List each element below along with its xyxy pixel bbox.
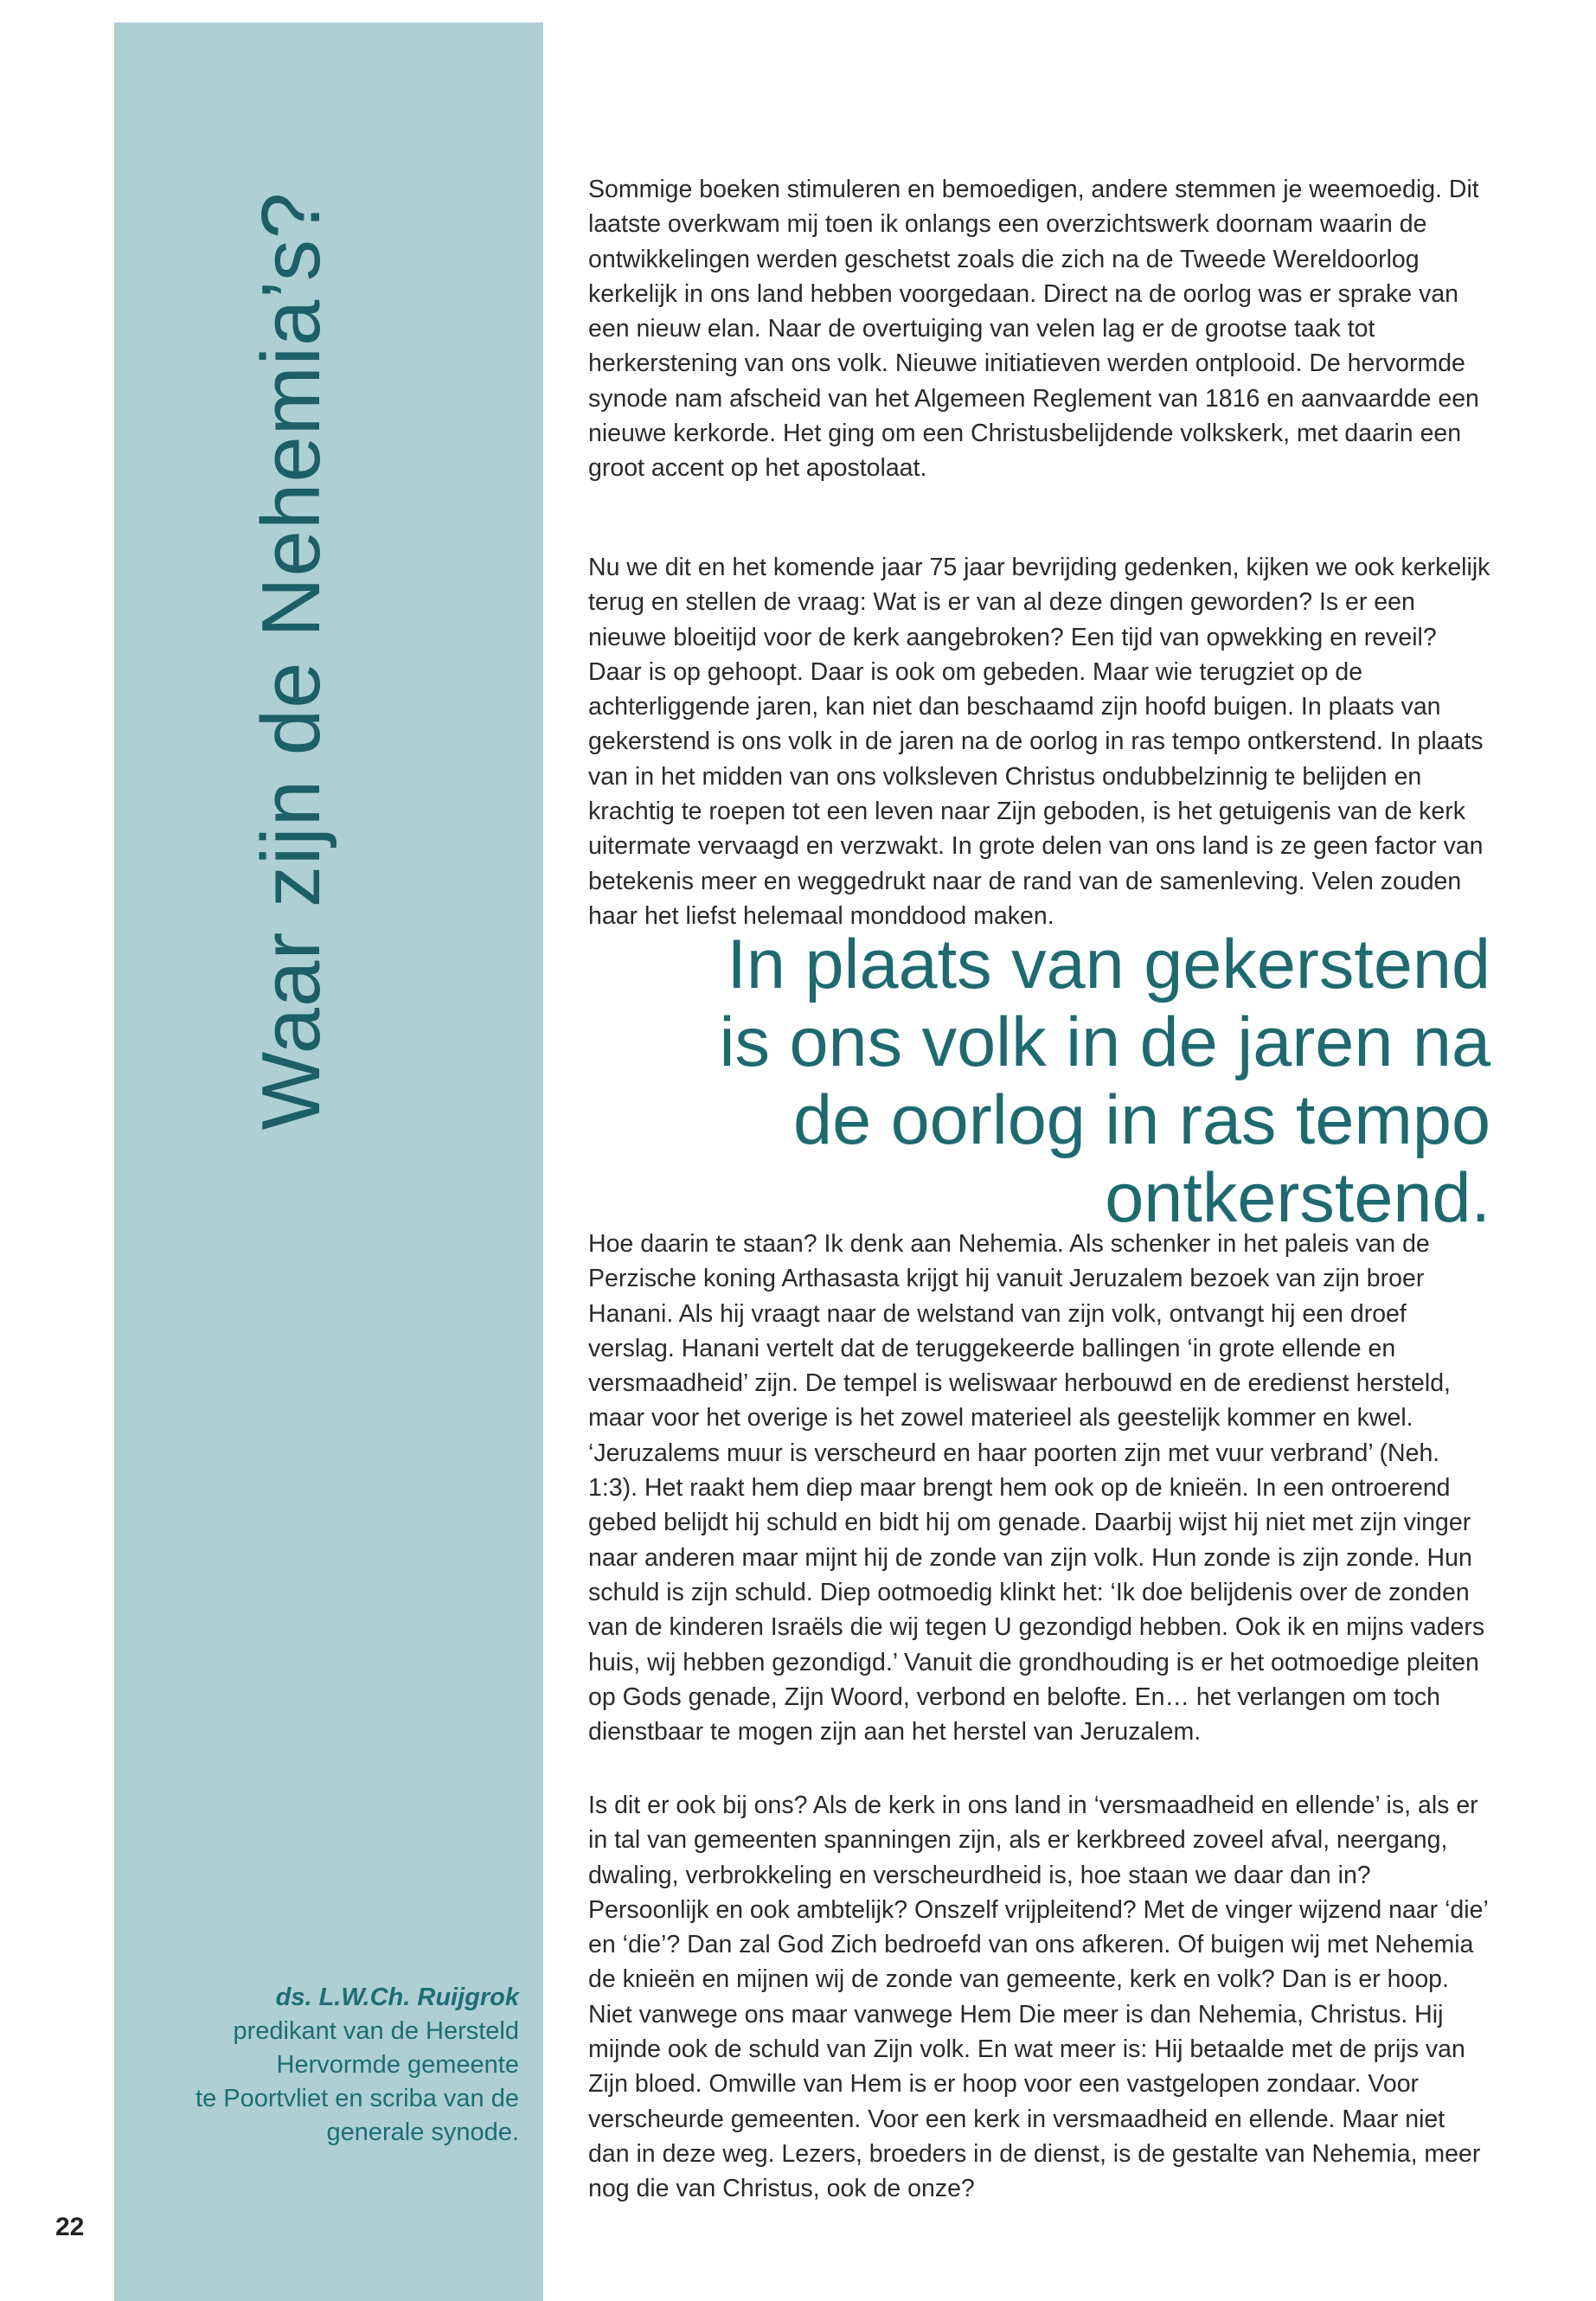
pull-quote: In plaats van gekerstend is ons volk in de jaren na de oorlog in ras tempo ontkerstend. [719, 926, 1490, 1237]
article-paragraph-4 [588, 1788, 1490, 2207]
paragraph-text: Is dit er ook bij ons? Als de kerk in ons land in ‘versmaadheid en ellende’ is, als er in tal van gemeenten spanningen zijn, als er kerkbreed zoveel afval, neergang, dwaling, verbrokkeling en verscheurdheid is, hoe staan we daar dan in? Persoonlijk en ook ambtelijk? Onszelf vrijpleitend? Met de vinger wijzend naar ‘die’ en ‘die’? Dan zal God Zich bedroefd van ons afkeren. Of buigen wij met Nehemia de knieën en mijnen wij de zonde van gemeente, kerk en volk? Dan is er hoop. Niet vanwege ons maar vanwege Hem Die meer is dan Nehemia, Christus. Hij mijnde ook de schuld van Zijn volk. En wat meer is: Hij betaalde met de prijs van Zijn bloed. Omwille van Hem is er hoop voor een vastgelopen zondaar. Voor verscheurde gemeenten. Voor een kerk in versmaadheid en ellende. Maar niet dan in deze weg. Lezers, broeders in de dienst, is de gestalte van Nehemia, meer nog die van Christus, ook de onze? [588, 1791, 1488, 2203]
article-paragraph-3 [588, 1227, 1490, 1749]
article-title: Waar zijn de Nehemia’s? [245, 191, 337, 1131]
paragraph-text: Hoe daarin te staan? Ik denk aan Nehemia. Als schenker in het paleis van de Perzische koning Arthasasta krijgt hij vanuit Jeruzalem bezoek van zijn broer Hanani. Als hij vraagt naar de welstand van zijn volk, ontvangt hij een droef verslag. Hanani vertelt dat de teruggekeerde ballingen ‘in grote ellende en versmaadheid’ zijn. De tempel is weliswaar herbouwd en de eredienst hersteld, maar voor het overige is het zowel materieel als geestelijk kommer en kwel. ‘Jeruzalems muur is verscheurd en haar poorten zijn met vuur verbrand’ (Neh. 1:3). Het raakt hem diep maar brengt hem ook op de knieën. In een ontroerend gebed belijdt hij schuld en bidt hij om genade. Daarbij wijst hij niet met zijn vinger naar anderen maar mijnt hij de zonde van zijn volk. Hun zonde is zijn zonde. Hun schuld is zijn schuld. Diep ootmoedig klinkt het: ‘Ik doe belijdenis over de zonden van de kinderen Israëls die wij tegen U gezondigd hebben. Ook ik en mijns vaders huis, wij hebben gezondigd.’ Vanuit die grondhouding is er het ootmoedige pleiten op Gods genade, Zijn Woord, verbond en belofte. En… het verlangen om toch dienstbaar te mogen zijn aan het herstel van Jeruzalem. [588, 1230, 1485, 1747]
author-line: Hervormde gemeente [276, 2051, 519, 2079]
author-line: te Poortvliet en scriba van de [195, 2085, 519, 2112]
article-paragraph-2 [588, 550, 1490, 933]
paragraph-text: Nu we dit en het komende jaar 75 jaar bevrijding gedenken, kijken we ook kerkelijk terug en stellen de vraag: Wat is er van al deze dingen geworden? Is er een nieuwe bloeitijd voor de kerk aangebroken? Een tijd van opwekking en reveil? Daar is op gehoopt. Daar is ook om gebeden. Maar wie terugziet op de achterliggende jaren, kan niet dan beschaamd zijn hoofd buigen. In plaats van gekerstend is ons volk in de jaren na de oorlog in ras tempo ontkerstend. In plaats van in het midden van ons volksleven Christus ondubbelzinnig te belijden en krachtig te roepen tot een leven naar Zijn geboden, is het getuigenis van de kerk uitermate vervaagd en verzwakt. In grote delen van ons land is ze geen factor van betekenis meer en weggedrukt naar de rand van de samenleving. Velen zouden haar het liefst helemaal monddood maken. [588, 554, 1490, 930]
paragraph-text: Sommige boeken stimuleren en bemoedigen, andere stemmen je weemoedig. Dit laatste overkwam mij toen ik onlangs een overzichtswerk doornam waarin de ontwikkelingen werden geschetst zoals die zich na de Tweede Wereldoorlog kerkelijk in ons land hebben voorgedaan. Direct na de oorlog was er sprake van een nieuw elan. Naar de overtuiging van velen lag er de grootse taak tot herkerstening van ons volk. Nieuwe initiatieven werden ontplooid. De hervormde synode nam afscheid van het Algemeen Reglement van 1816 en aanvaardde een nieuwe kerkorde. Het ging om een Christusbelijdende volkskerk, met daarin een groot accent op het apostolaat. [588, 176, 1479, 483]
page-number: 22 [55, 2213, 85, 2241]
article-paragraph-1 [588, 172, 1490, 486]
author-name: ds. L.W.Ch. Ruijgrok [275, 1984, 519, 2011]
author-line: predikant van de Hersteld [233, 2017, 519, 2045]
author-box [130, 1981, 519, 2150]
author-line: generale synode. [326, 2118, 519, 2146]
